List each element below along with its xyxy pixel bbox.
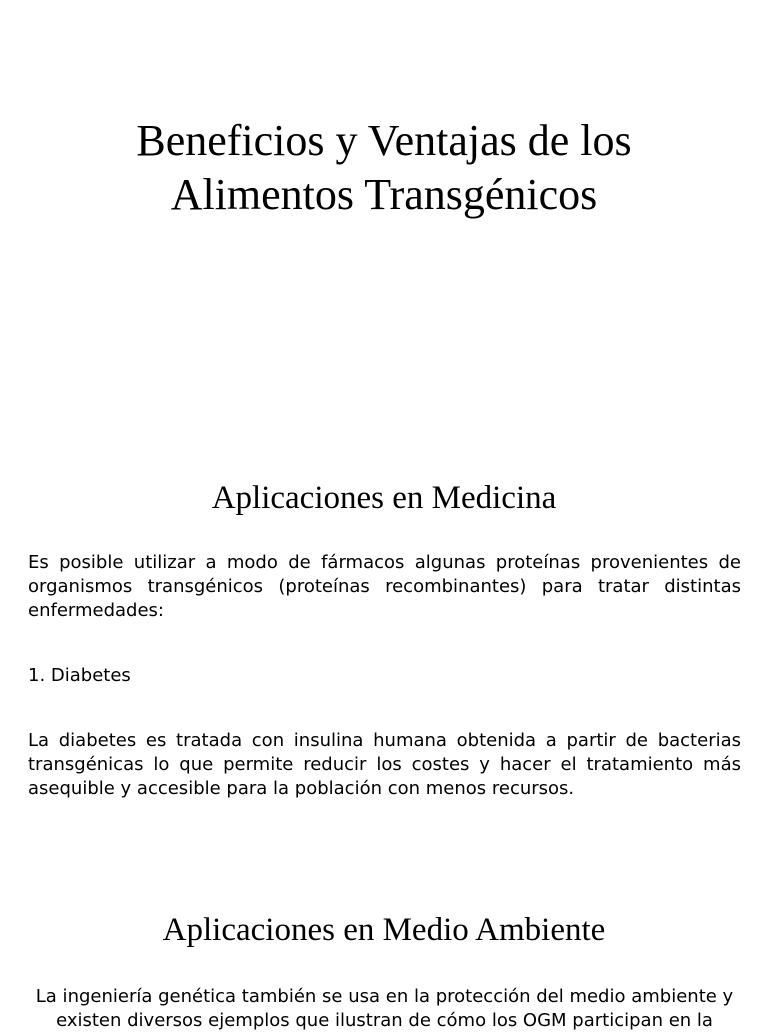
section-heading-medio-ambiente: Aplicaciones en Medio Ambiente — [162, 912, 606, 948]
list-item-diabetes: 1. Diabetes — [28, 665, 131, 686]
title-line-1: Beneficios y Ventajas de los — [136, 116, 632, 165]
medicina-intro-paragraph: Es posible utilizar a modo de fármacos algunas proteínas provenientes de organismos transgénicos (proteínas recombinantes) para tratar distintas enfermedades: — [28, 552, 741, 621]
diabetes-paragraph: La diabetes es tratada con insulina humana obtenida a partir de bacterias transgénicas lo que permite reducir los costes y hacer el tratamiento más asequible y accesible para la población con menos recursos. — [28, 730, 741, 799]
page-title — [40, 114, 728, 222]
section-heading-medicina: Aplicaciones en Medicina — [211, 480, 557, 516]
title-line-2: Alimentos Transgénicos — [170, 170, 598, 219]
medio-ambiente-paragraph: La ingeniería genética también se usa en la protección del medio ambiente y existen diversos ejemplos que ilustran de cómo los OGM participan en la — [35, 986, 734, 1031]
